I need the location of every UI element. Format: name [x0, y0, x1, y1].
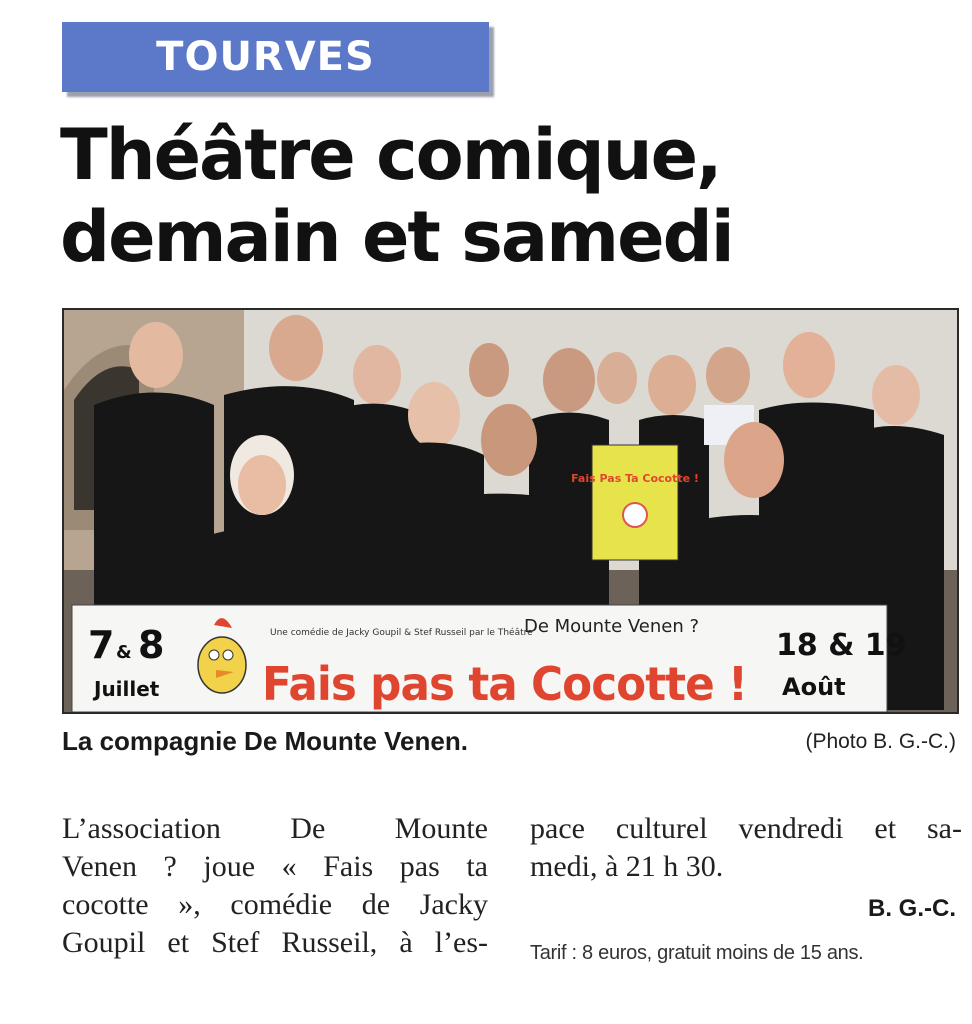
banner-title: Fais pas ta Cocotte !: [262, 657, 747, 711]
body-line: medi, à 21 h 30.: [530, 850, 724, 883]
body-line: L’association De Mounte: [62, 812, 488, 845]
body-line: pace culturel vendredi et sa-: [530, 812, 962, 845]
banner-subtitle: Une comédie de Jacky Goupil & Stef Russeil par le Théâtre: [270, 628, 533, 638]
photo-credit: (Photo B. G.-C.): [805, 730, 956, 753]
poster-title: Fais Pas Ta Cocotte !: [571, 472, 699, 485]
author-signature: B. G.-C.: [868, 895, 956, 922]
banner-day2-left: 8: [138, 623, 165, 667]
body-column-1: [62, 810, 488, 962]
body-line: cocotte », comédie de Jacky: [62, 888, 488, 921]
headline-line-2: demain et samedi: [60, 196, 733, 278]
body-line: Venen ? joue « Fais pas ta: [62, 850, 488, 883]
price-info: Tarif : 8 euros, gratuit moins de 15 ans.: [530, 942, 864, 964]
banner-company: De Mounte Venen ?: [524, 616, 700, 637]
photo-caption: La compagnie De Mounte Venen.: [62, 726, 468, 756]
headline-line-1: Théâtre comique,: [60, 114, 721, 196]
body-column-2: [530, 810, 962, 886]
article-photo: [62, 308, 959, 714]
banner-month-left: Juillet: [94, 677, 160, 701]
banner-amp-left: &: [116, 642, 132, 663]
body-line: Goupil et Stef Russeil, à l’es-: [62, 926, 488, 959]
headline: [60, 114, 920, 278]
banner-month-right: Août: [782, 673, 846, 701]
banner-days-right: 18 & 19: [776, 628, 907, 663]
banner-day-left: 7: [88, 623, 115, 667]
kicker-label: TOURVES: [156, 34, 375, 80]
section-kicker: [62, 22, 489, 92]
